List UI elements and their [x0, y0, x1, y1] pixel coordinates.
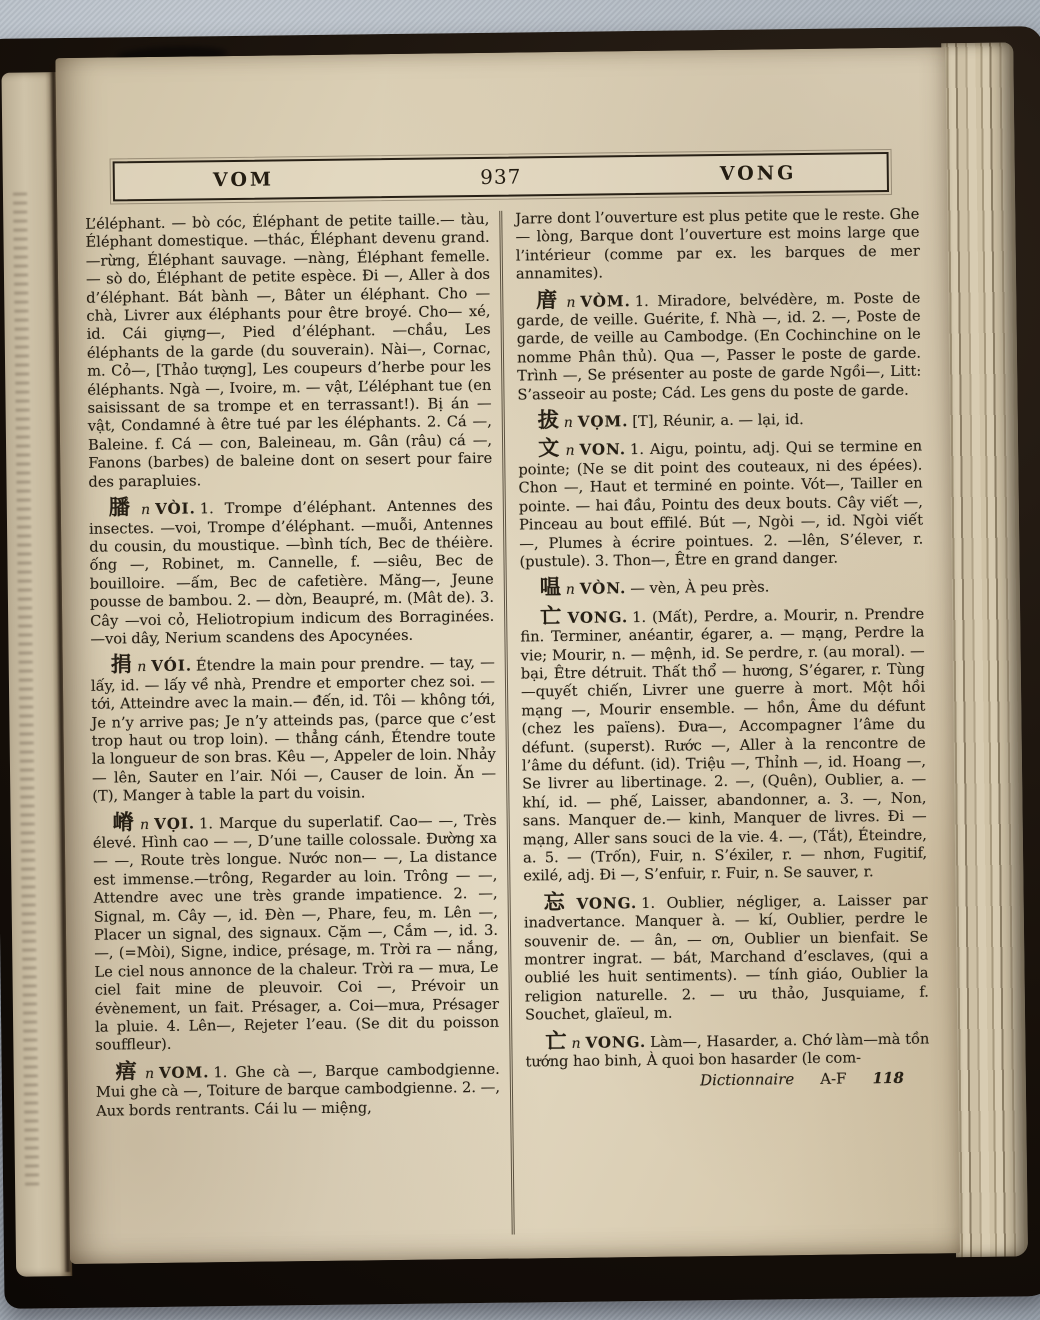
book-photo — [0, 12, 1040, 1317]
dictionary-entry — [91, 653, 497, 806]
header-left-word: VOM — [212, 168, 275, 192]
dictionary-page — [55, 47, 960, 1264]
dictionary-entry — [518, 437, 924, 572]
entry-body: Jarre dont l’ouverture est plus petite que le reste. Ghe — lòng, Barque dont l’ouverture est moins large que l’intérieur (comme par ex. les barques de mer annamites). — [515, 205, 920, 283]
entry-body: Làm—, Hasarder, a. Chớ làm—mà tồn tướng hao binh, À quoi bon hasarder (le com- — [525, 1030, 930, 1071]
entry-part-marker: n — [571, 1035, 581, 1052]
han-character: 忘 — [543, 888, 572, 915]
dictionary-entry — [520, 604, 927, 886]
entry-body: 1. Aigu, pointu, adj. Qui se termine en pointe; (Ne se dit point des couteaux, ni des épées). Chon —, Haut et terminé en pointe. Vót—, Tailler en pointe. — hai đầu, Pointu des deux bouts. Cây viết —, Pinceau au bout effilé. Bút —, Ngòi —, id. Ngòi viết —, Plumes à écrire pointues. 2. —lên, S’élever, r. (pustule). 3. Thon—, Être en grand danger. — [518, 438, 924, 571]
han-character: 膰 — [108, 494, 137, 520]
han-character: 拔 — [537, 407, 559, 433]
entry-body: — vèn, À peu près. — [630, 578, 770, 598]
han-character: 嵴 — [112, 808, 136, 835]
entry-part-marker: n — [137, 659, 147, 676]
signature-volume: A-F — [820, 1070, 847, 1089]
han-character: 痦 — [115, 1058, 141, 1084]
entry-headword: VÒI. — [155, 499, 196, 519]
dictionary-entry — [85, 211, 492, 492]
entry-body: 1. Ghe cà —, Barque cambodgienne. Mui ghe cà —, Toiture de barque cambodgienne. 2. —, Aux bords rentrants. Cái lu — miệng, — [95, 1060, 501, 1120]
text-column-right — [499, 206, 933, 1235]
entry-part-marker: n — [140, 816, 150, 833]
han-character: 亡 — [540, 602, 563, 628]
dictionary-entry — [518, 409, 922, 433]
entry-part-marker: n — [563, 414, 573, 432]
han-character: 亡 — [545, 1027, 567, 1053]
signature-word: Dictionnaire — [699, 1070, 795, 1090]
dictionary-entry — [96, 1060, 501, 1121]
dictionary-entry — [93, 810, 500, 1055]
entry-part-marker: n — [565, 582, 575, 599]
text-columns — [81, 206, 933, 1240]
dictionary-entry — [89, 496, 495, 649]
page-content — [55, 47, 960, 1264]
header-right-word: VONG — [719, 162, 797, 186]
han-character: 嗢 — [539, 574, 561, 600]
entry-body: 1. (Mất), Perdre, a. Mourir, n. Prendre fin. Terminer, anéantir, égarer, a. — mạng, Perdre la vie; Mourir, n. — mệnh, id. Se perdre, r. (au moral). — bại, Être détruit. Thất thổ — hương, S’égarer, r. Tùng —quyết chiến, Livrer une guerre à mort. Một hồi mạng —, Mourir ensemble. — hồn, Âme du défunt (chez les païens). Đưa—, Accompagner l’âme du défunt. (superst). Rước —, Aller à la rencontre de l’âme du défunt. (id). Triệu —, Thỉnh —, id. Hoang —, Se livrer au libertinage. 2. —, (Quên), Oublier, a. — khí, id. — phế, Laisser, abandonner, a. 3. —, Non, sans. Manquer de.— kinh, Manquer de livres. Đi — mạng, Aller sans souci de la vie. 4. —, (Tắt), Éteindre, a. 5. — (Trốn), Fuir, n. S’éxiler, r. — nhơn, Fugitif, exilé, adj. Đi —, S’enfuir, r. Fuir, n. Se sauver, r. — [520, 605, 928, 885]
entry-part-marker: n — [144, 1065, 155, 1082]
page-number: 937 — [480, 164, 522, 189]
entry-headword: VỌM. — [577, 412, 629, 431]
entry-part-marker: n — [141, 502, 151, 519]
printer-signature-line — [526, 1069, 930, 1092]
dictionary-entry — [520, 576, 924, 600]
entry-body: 1. Oublier, négliger, a. Laisser par inadvertance. Manquer à. — kí, Oublier, perdre le souvenir de. — ân, — ơn, Oublier un bienfait. Se montrer ingrat. — bát, Marchand d’esclaves, (qui a oublié les huit sentiments). — tính giáo, Oublier la religion naturelle. 2. — ưu thảo, Jusquiame, f. Souchet, glaïeul, m. — [523, 891, 929, 1024]
running-header-box — [113, 152, 889, 201]
entry-headword: VONG. — [576, 893, 638, 913]
entry-headword: VÒM. — [580, 291, 631, 311]
han-character: 捐 — [110, 651, 133, 677]
entry-headword: VONG. — [567, 607, 629, 627]
entry-body: Étendre la main pour prendre. — tay, —lấy, id. — lấy về nhà, Prendre et emporter chez soi. — tới, Atteindre avec la main.— đến, id. Tôi — không tới, Je n’y arrive pas; Je n’y atteinds pas, (parce que c’est trop haut ou trop loin). — thẳng cánh, Étendre toute la longueur de son bras. Kêu —, Appeler de loin. Nhảy — lên, Sauter en l’air. Nói —, Causer de loin. Ăn — (T), Manger à table la part du voisin. — [90, 654, 497, 805]
text-column-left — [81, 211, 511, 1240]
entry-body: L’éléphant. — bò cóc, Éléphant de petite taille.— tàu, Éléphant domestique. —thác, Éléphant devenu grand. —rừng, Éléphant sauvage. —nàng, Éléphant femelle. — sò do, Éléphant de petite espèce. Đi —, Aller à dos d’éléphant. Bát bành —, Bâter un éléphant. Cho — chà, Livrer aux éléphants pour être broyé. Cho— xé, id. Cái giựng—, Pied d’éléphant. —chầu, Les éléphants de la garde (du souverain). Nài—, Cornac, m. Cỏ—, [Thảo tượng], Les coupeurs d’herbe pour les éléphants. Ngà —, Ivoire, m. — vật, L’éléphant tue (en saisissant de sa trompe et en terrassant!). Bị án — vật, Condamné à être tué par les éléphants. 2. Cá —, Baleine. f. Cá — con, Baleineau, m. Gân (râu) cá —, Fanons (barbes) de baleine dont on sesert pour faire des parapluies. — [85, 210, 493, 491]
entry-headword: VÒN. — [579, 579, 627, 599]
entry-headword: VOM. — [159, 1063, 210, 1082]
entry-headword: VÓI. — [151, 656, 193, 676]
entry-body: 1. Marque du superlatif. Cao— —, Très élevé. Hình cao — —, D’une taille colossale. Đường xa— —, Route très longue. Nước non— —, La distance est immense.—trông, Regarder au loin. Trông — —, Attendre avec une très grande impatience. 2. —, Signal, m. Cây —, id. Đèn —, Phare, feu, m. Lên —, Placer un signal, des signaux. Cặm —, Cắm —, id. 3. —, (=Mòi), Signe, indice, présage, m. Trời ra — nắng, Le ciel nous annonce de la chaleur. Trời ra — mưa, Le ciel fait mine de pleuvoir. Coi —, Prévoir un évènement, un fait. Présager, a. Coi—mưa, Présager la pluie. 4. Lên—, Rejeter l’eau. (Se dit du poisson souffleur). — [92, 811, 500, 1055]
entry-headword: VỌI. — [154, 814, 196, 833]
dictionary-entry — [515, 206, 920, 285]
dictionary-entry — [516, 288, 921, 404]
dictionary-entry — [524, 890, 930, 1025]
dictionary-entry — [525, 1029, 929, 1072]
entry-headword: VONG. — [585, 1032, 647, 1052]
entry-body: [T], Réunir, a. — lại, id. — [632, 411, 804, 431]
han-character: 庴 — [536, 286, 562, 312]
entry-part-marker: n — [566, 294, 576, 311]
han-character: 文 — [537, 435, 561, 461]
entry-body: 1. Trompe d’éléphant. Antennes des insectes. —voi, Trompe d’éléphant. —muỗi, Antennes du cousin, du moustique. —bình tích, Bec de théière. ống —, Robinet, m. Cannelle, f. —siêu, Bec de bouilloire. —ấm, Bec de cafetière. Măng—, Jeune pousse de bambou. 2. — dờn, Beaupré, m. (Mât de). 3. Cây —voi cỏ, Heliotropium indicum des Borraginées. —voi dây, Nerium scandens des Apocynées. — [88, 496, 495, 648]
signature-sheet-number: 118 — [872, 1069, 904, 1088]
entry-part-marker: n — [565, 443, 575, 460]
entry-headword: VON. — [579, 440, 627, 460]
entry-body: 1. Miradore, belvédère, m. Poste de garde, de veille. Guérite, f. Nhà —, id. 2. —, Poste de garde, de veille au Cambodge. (En Cochinchine on le nomme Phân thủ). Qua —, Passer le poste de garde. Trình —, Se présenter au poste de garde Ngồi—, Litt: S’asseoir au poste; Cád. Les gens du poste de garde. — [516, 289, 922, 404]
